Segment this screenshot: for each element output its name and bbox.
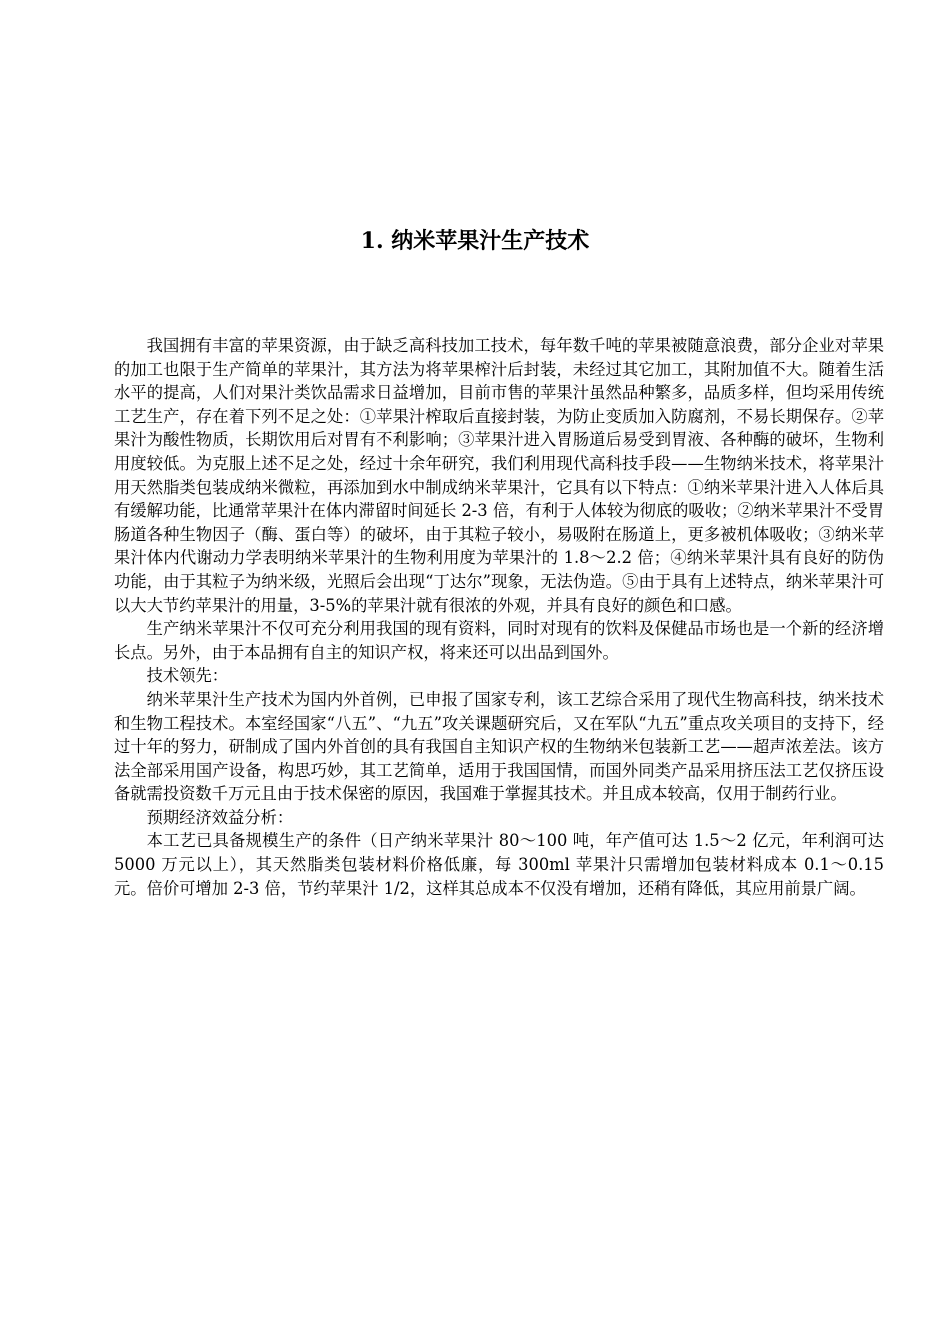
- section-heading-economic-analysis: 预期经济效益分析：: [146, 807, 294, 827]
- section-heading-tech-lead: 技术领先：: [146, 666, 229, 686]
- paragraph-economic-analysis: 本工艺已具备规模生产的条件（日产纳米苹果汁 80～100 吨，年产值可达 1.5～2 亿元，年利润可达 5000 万元以上），其天然脂类包装材料价格低廉，每 300ml 苹果汁只需增加包装材料成本 0.1～0.15 元。倍价可增加 2-3 倍，节约苹果汁 1/2，这样其总成本不仅没有增加，还稍有降低，其应用前景广阔。: [114, 831, 884, 898]
- paragraph-intro: 我国拥有丰富的苹果资源，由于缺乏高科技加工技术，每年数千吨的苹果被随意浪费，部分企业对苹果的加工也限于生产简单的苹果汁，其方法为将苹果榨汁后封装，未经过其它加工，其附加值不大。随着生活水平的提高，人们对果汁类饮品需求日益增加，目前市售的苹果汁虽然品种繁多，品质多样，但均采用传统工艺生产，存在着下列不足之处：①苹果汁榨取后直接封装，为防止变质加入防腐剂，不易长期保存。②苹果汁为酸性物质，长期饮用后对胃有不利影响；③苹果汁进入胃肠道后易受到胃液、各种酶的破坏，生物利用度较低。为克服上述不足之处，经过十余年研究，我们利用现代高科技手段——生物纳米技术，将苹果汁用天然脂类包装成纳米微粒，再添加到水中制成纳米苹果汁，它具有以下特点：①纳米苹果汁进入人体后具有缓解功能，比通常苹果汁在体内滞留时间延长 2-3 倍，有利于人体较为彻底的吸收；②纳米苹果汁不受胃肠道各种生物因子（酶、蛋白等）的破坏，由于其粒子较小，易吸附在肠道上，更多被机体吸收；③纳米苹果汁体内代谢动力学表明纳米苹果汁的生物利用度为苹果汁的 1.8～2.2 倍；④纳米苹果汁具有良好的防伪功能，由于其粒子为纳米级，光照后会出现“丁达尔”现象，无法伪造。⑤由于具有上述特点，纳米苹果汁可以大大节约苹果汁的用量，3-5%的苹果汁就有很浓的外观，并具有良好的颜色和口感。: [114, 336, 884, 615]
- paragraph-market: 生产纳米苹果汁不仅可充分利用我国的现有资料，同时对现有的饮料及保健品市场也是一个新的经济增长点。另外，由于本品拥有自主的知识产权，将来还可以出品到国外。: [114, 619, 884, 662]
- document-title: 1. 纳米苹果汁生产技术: [360, 228, 590, 254]
- paragraph-tech-lead: 纳米苹果汁生产技术为国内外首例，已申报了国家专利，该工艺综合采用了现代生物高科技，纳米技术和生物工程技术。本室经国家“八五”、“九五”攻关课题研究后，又在军队“九五”重点攻关项目的支持下，经过十年的努力，研制成了国内外首创的具有我国自主知识产权的生物纳米包装新工艺——超声浓差法。该方法全部采用国产设备，构思巧妙，其工艺简单，适用于我国国情，而国外同类产品采用挤压法工艺仅挤压设备就需投资数千万元且由于技术保密的原因，我国难于掌握其技术。并且成本较高，仅用于制药行业。: [114, 689, 884, 804]
- document-body: [114, 334, 884, 900]
